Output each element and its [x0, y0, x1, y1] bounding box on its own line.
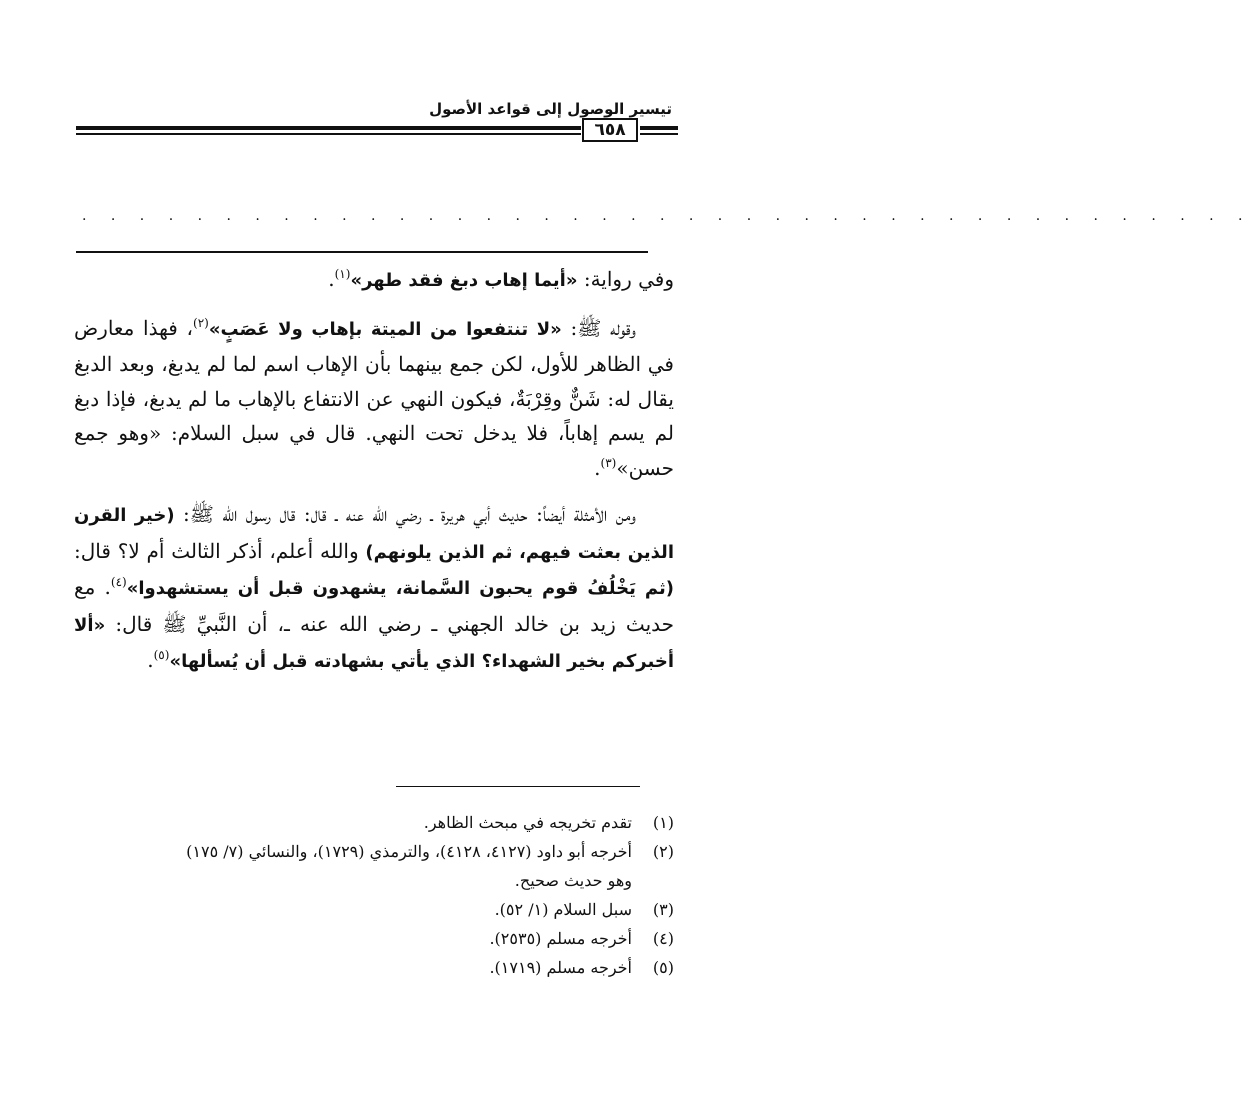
header-rule-thick	[76, 126, 581, 130]
footnote-number: (٤)	[652, 929, 674, 948]
header-rule-tail	[640, 126, 678, 130]
running-header-title: تيسير الوصول إلى قواعد الأصول	[429, 100, 672, 118]
text: ، فهذا معارض في الظاهر للأول، لكن جمع بينهما بأن الإهاب اسم لما لم يدبغ، وبعد الدبغ يقال له: شَنٌّ وقِرْبَةٌ، فيكون النهي عن الانتفاع بالإهاب ما لم يدبغ، فإذا دبغ لم يسم إهاباً، فلا يدخل تحت النهي. قال في سبل السلام: «وهو جمع حسن»	[74, 315, 674, 480]
paragraph-1	[74, 262, 674, 299]
footnote-text: أخرجه مسلم (٢٥٣٥).	[489, 929, 632, 948]
footnotes	[74, 808, 674, 982]
paragraph-2	[74, 311, 674, 486]
text: .	[328, 267, 335, 291]
footnote	[74, 924, 674, 953]
footnote-ref: (٤)	[110, 575, 127, 589]
footnote-text: تقدم تخريجه في مبحث الظاهر.	[423, 813, 632, 832]
hadith-quote: «أيما إهاب دبغ فقد طهر»	[350, 270, 578, 291]
text: والله أعلم، أذكر الثالث أم لا؟ قال:	[74, 538, 366, 563]
paragraph-3	[74, 497, 674, 680]
footnote-ref: (١)	[334, 267, 351, 281]
footnote-separator	[396, 786, 640, 787]
footnote	[74, 837, 674, 866]
section-separator-line	[76, 251, 648, 253]
footnote	[74, 895, 674, 924]
hadith-quote: «ألا أخبركم بخير الشهداء؟ الذي يأتي بشهادته قبل أن يُسألها»	[74, 614, 674, 672]
footnote-ref: (٥)	[153, 648, 170, 662]
page-number: ٦٥٨	[582, 118, 638, 142]
footnote-ref: (٣)	[600, 455, 617, 470]
footnote-number: (٣)	[652, 900, 674, 919]
hadith-quote: (ثم يَخْلُفُ قوم يحبون السَّمانة، يشهدون قبل أن يستشهدوا»	[126, 578, 674, 599]
footnote-ref: (٢)	[193, 315, 209, 330]
dotted-separator: . . . . . . . . . . . . . . . . . . . . . . . . . . . . . . . . . . . . . . . . .	[82, 208, 1252, 224]
text: . مع حديث زيد بن خالد الجهني ـ رضي الله عنه ـ، أن النَّبيِّ ﷺ قال:	[74, 575, 674, 636]
hadith-quote: «لا تنتفعوا من الميتة بإهاب ولا عَصَبٍ»	[208, 318, 562, 340]
text: .	[594, 455, 601, 480]
footnote-text: أخرجه أبو داود (٤١٢٧، ٤١٢٨)، والترمذي (١٧٢٩)، والنسائي (٧/ ١٧٥)	[186, 842, 632, 861]
footnote-text: سبل السلام (١/ ٥٢).	[494, 900, 632, 919]
text: وقوله ﷺ:	[561, 315, 636, 340]
footnote-text: أخرجه مسلم (١٧١٩).	[489, 958, 632, 977]
hadith-quote: (خير القرن الذين بعثت فيهم، ثم الذين يلونهم)	[74, 505, 674, 563]
header-rule-tail-thin	[640, 133, 678, 135]
text: وفي رواية:	[577, 267, 674, 291]
footnote	[74, 808, 674, 837]
header-rule-thin	[76, 133, 581, 135]
footnote	[74, 953, 674, 982]
text: .	[147, 648, 154, 672]
footnote-number: (٥)	[652, 958, 674, 977]
footnote-number: (٢)	[652, 842, 674, 861]
footnote-number: (١)	[652, 813, 674, 832]
text: ومن الأمثلة أيضاً: حديث أبي هريرة ـ رضي الله عنه ـ قال: قال رسول الله ﷺ:	[174, 502, 636, 526]
footnote-text-continued: وهو حديث صحيح.	[514, 871, 632, 890]
main-text	[74, 262, 674, 692]
